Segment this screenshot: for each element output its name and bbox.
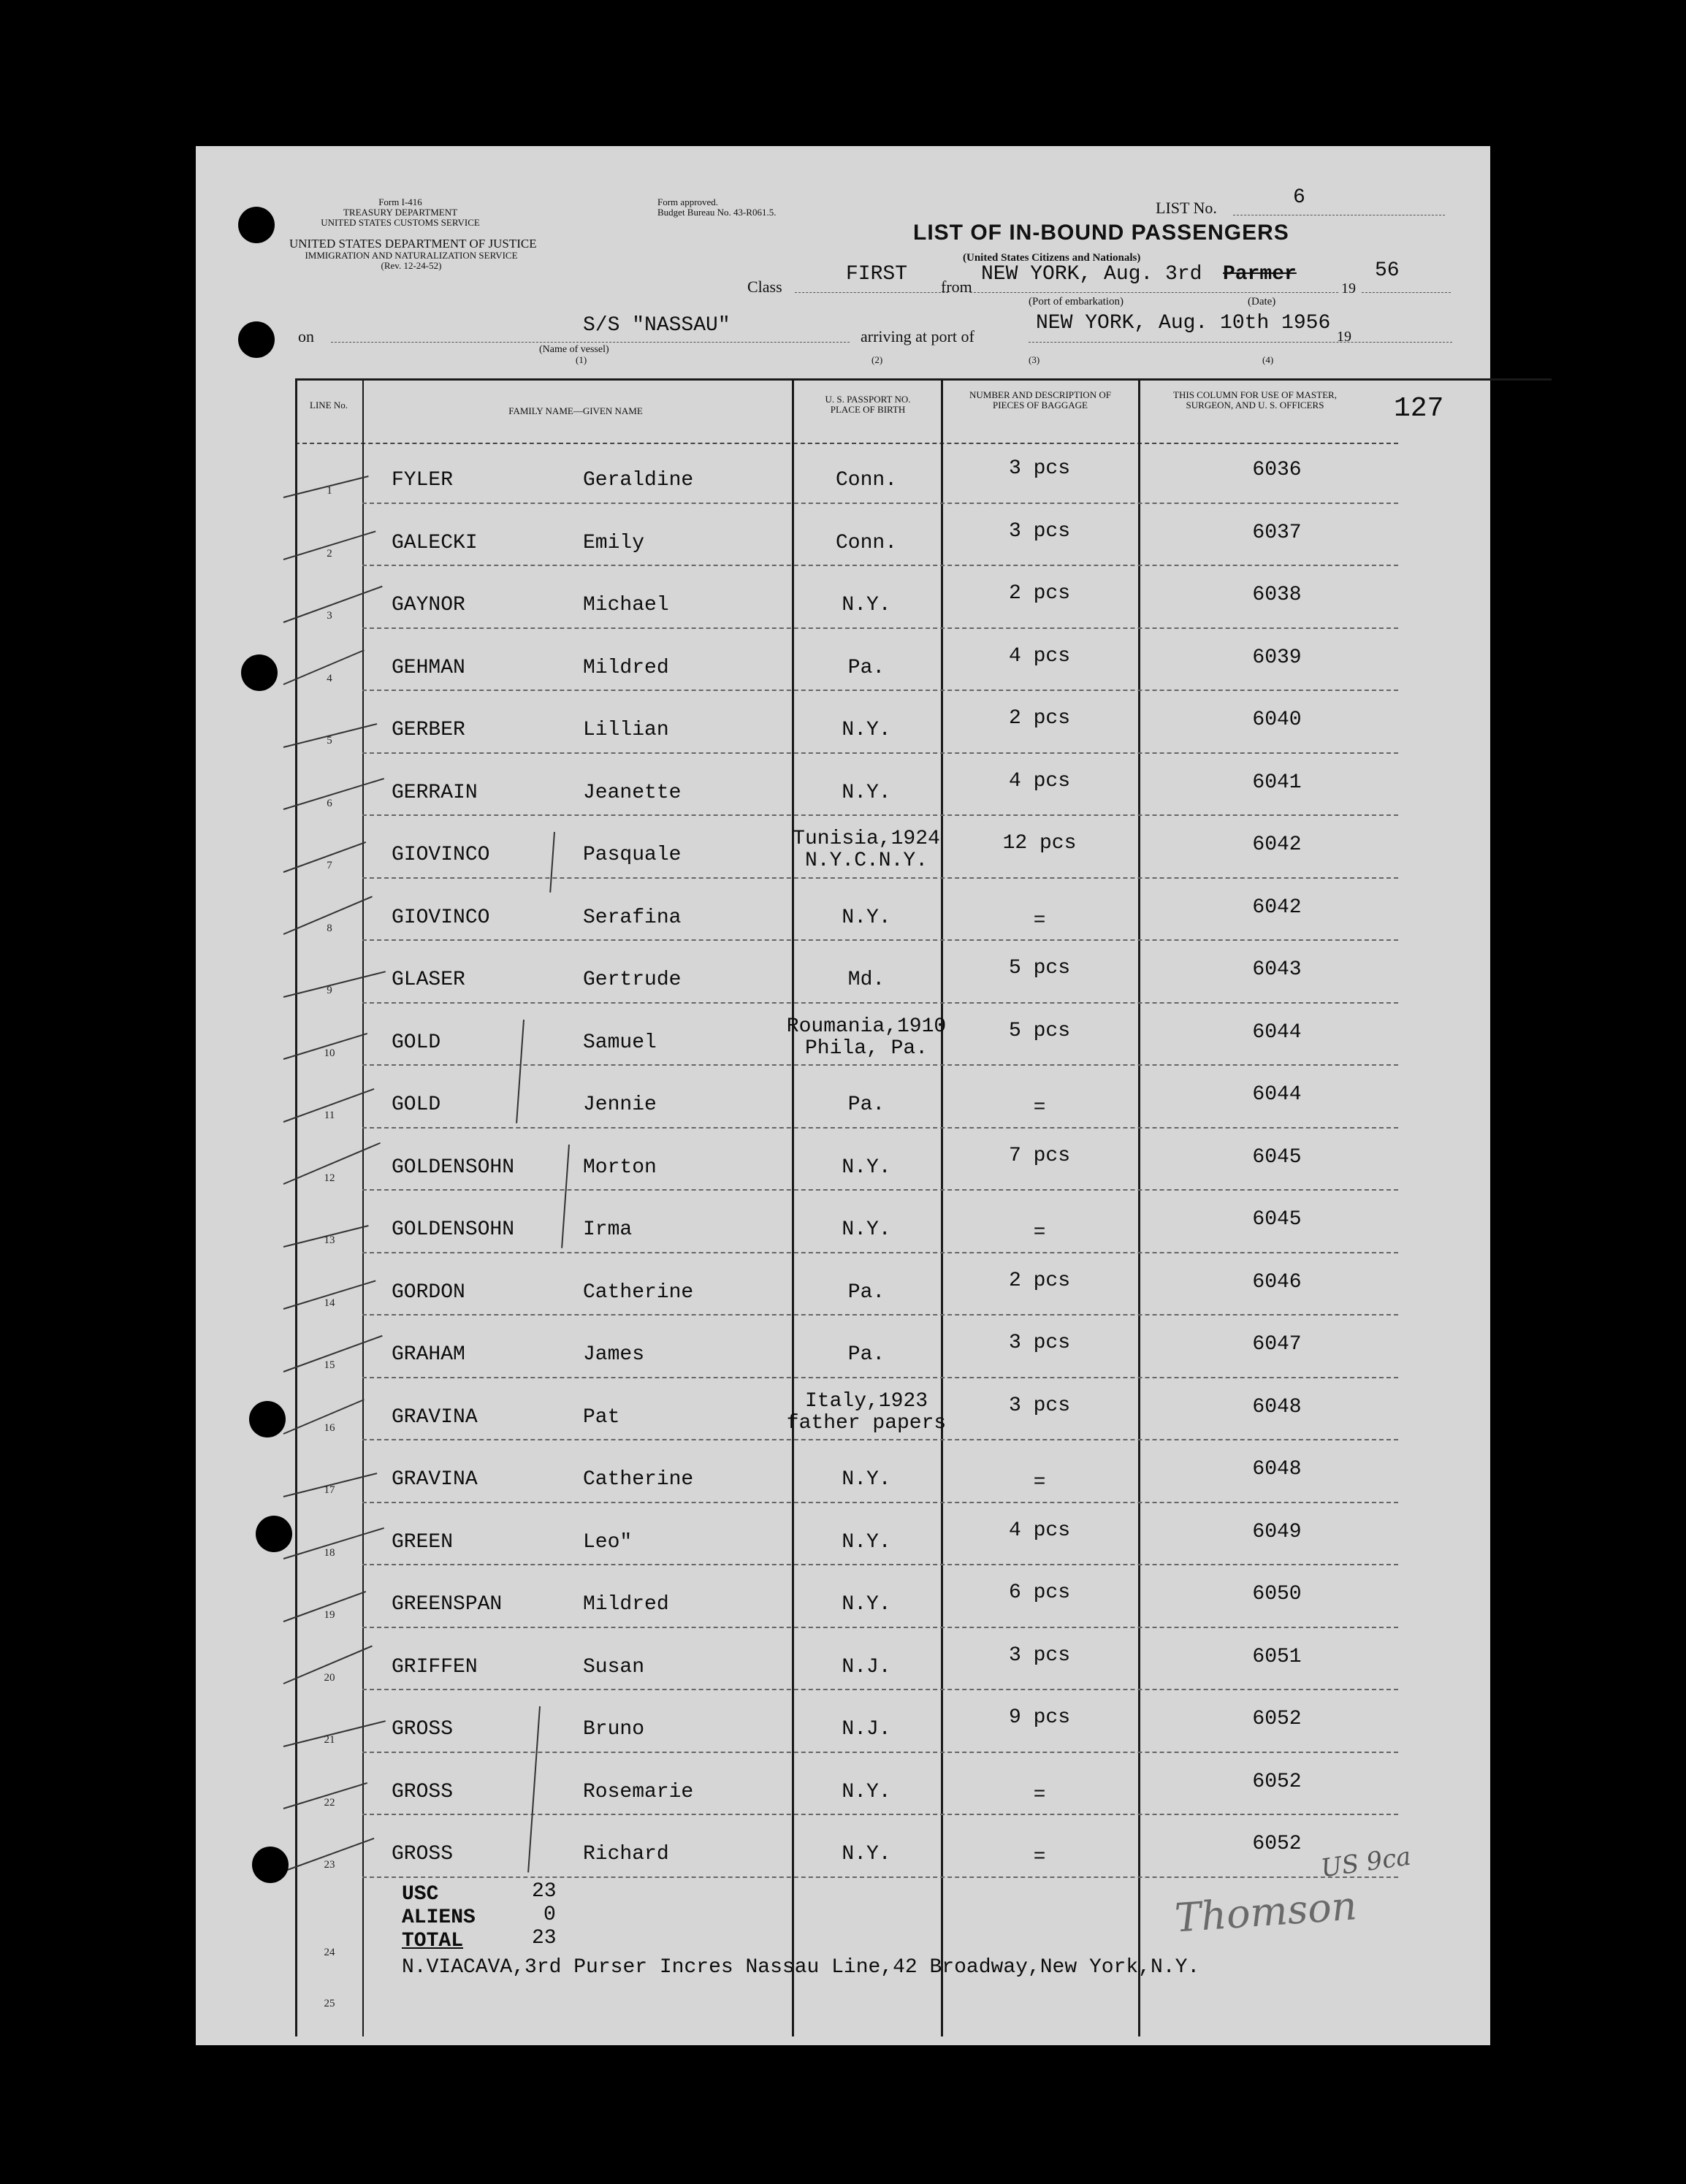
place-of-birth: Pa. — [847, 1280, 885, 1304]
place-of-birth: N.Y. — [842, 594, 891, 616]
aliens-label: ALIENS — [402, 1906, 476, 1929]
baggage-count: 5 pcs — [1008, 1019, 1070, 1042]
from-label: from — [941, 278, 972, 296]
row-divider — [362, 1189, 1398, 1191]
family-name: GRIFFEN — [392, 1655, 478, 1679]
place-of-birth: N.Y. — [842, 1468, 891, 1491]
row-divider — [362, 877, 1398, 879]
control-number: 6044 — [1252, 1020, 1302, 1044]
baggage-header: NUMBER AND DESCRIPTION OF PIECES OF BAGGAGE — [969, 389, 1111, 411]
row-divider — [362, 1814, 1398, 1815]
arriving-label: arriving at port of — [861, 327, 974, 345]
family-name: GEHMAN — [392, 656, 465, 679]
row-divider — [362, 1127, 1398, 1129]
control-number: 6043 — [1252, 958, 1302, 981]
given-name: Catherine — [583, 1468, 694, 1491]
line-number: 16 — [324, 1421, 335, 1434]
vessel-name: S/S "NASSAU" — [583, 314, 731, 337]
control-number: 6042 — [1252, 833, 1302, 856]
family-name: GIOVINCO — [392, 844, 490, 866]
family-name: GROSS — [392, 1718, 454, 1741]
baggage-count: 2 pcs — [1008, 707, 1070, 730]
row-divider — [362, 1314, 1398, 1316]
place-of-birth-line2: N.Y.C.N.Y. — [804, 849, 928, 872]
given-name: Richard — [583, 1843, 669, 1866]
control-number: 6042 — [1252, 896, 1302, 919]
baggage-count: 2 pcs — [1008, 1269, 1070, 1292]
place-of-birth: N.Y. — [842, 906, 891, 929]
place-of-birth: N.Y. — [842, 1218, 891, 1241]
baggage-count: 3 pcs — [1008, 1394, 1070, 1417]
given-name: Susan — [583, 1655, 645, 1679]
family-name: GRAVINA — [392, 1468, 478, 1491]
class-label: Class — [747, 278, 782, 296]
on-label: on — [298, 327, 314, 345]
place-of-birth: N.Y. — [842, 1593, 891, 1616]
line-number: 5 — [327, 735, 332, 747]
given-name: Lillian — [583, 719, 669, 741]
family-name: GIOVINCO — [392, 906, 490, 929]
binder-hole — [238, 207, 275, 243]
line-number: 8 — [327, 922, 332, 934]
baggage-count: 3 pcs — [1008, 457, 1070, 480]
place-of-birth: N.Y. — [842, 781, 891, 804]
usc-value: 23 — [532, 1880, 557, 1903]
given-name: Pasquale — [583, 844, 682, 866]
given-name: Samuel — [583, 1031, 657, 1054]
line-number: 7 — [327, 860, 332, 871]
name-header: FAMILY NAME—GIVEN NAME — [508, 405, 643, 416]
total-label: TOTAL — [402, 1930, 464, 1952]
line-number: 9 — [327, 985, 332, 996]
port-embark-caption: (Port of embarkation) — [1029, 296, 1124, 308]
passport-col-num: (2) — [871, 354, 883, 365]
place-of-birth: N.J. — [842, 1655, 891, 1679]
given-name: Emily — [583, 531, 645, 554]
line-number: 14 — [324, 1297, 335, 1309]
place-of-birth: Tunisia,1924 — [793, 828, 940, 850]
row-divider — [362, 752, 1398, 754]
row-divider — [362, 565, 1398, 566]
customs-service: UNITED STATES CUSTOMS SERVICE — [321, 217, 480, 228]
baggage-count: = — [1033, 1846, 1046, 1868]
baggage-count: 4 pcs — [1008, 769, 1070, 793]
row-divider — [362, 1876, 1398, 1878]
place-of-birth: N.J. — [842, 1718, 891, 1741]
place-of-birth: N.Y. — [842, 1156, 891, 1179]
place-of-birth: N.Y. — [842, 1530, 891, 1554]
given-name: Gertrude — [583, 969, 682, 991]
family-name: GLASER — [392, 969, 465, 991]
budget-bureau: Budget Bureau No. 43-R061.5. — [657, 207, 777, 218]
given-name: Bruno — [583, 1718, 645, 1741]
baggage-count: 3 pcs — [1008, 1643, 1070, 1667]
line-number: 18 — [324, 1546, 335, 1559]
place-of-birth: N.Y. — [842, 1780, 891, 1803]
control-number: 6045 — [1252, 1208, 1302, 1231]
inspector-signature: Thomson — [1173, 1882, 1359, 1941]
place-of-birth-line2: father papers — [786, 1411, 947, 1435]
family-name: GAYNOR — [392, 594, 465, 616]
form-number: Form I-416 — [378, 196, 422, 207]
justice-department: UNITED STATES DEPARTMENT OF JUSTICE — [289, 237, 537, 251]
baggage-count: 4 pcs — [1008, 1519, 1070, 1542]
family-name: GREEN — [392, 1530, 454, 1554]
family-name: GOLD — [392, 1031, 441, 1054]
control-number: 6036 — [1252, 459, 1302, 481]
control-number: 6045 — [1252, 1145, 1302, 1169]
arrival-port-date: NEW YORK, Aug. 10th 1956 — [1036, 312, 1331, 335]
line-number: 22 — [324, 1796, 335, 1809]
vessel-caption: (Name of vessel) — [539, 344, 609, 355]
family-name: GERRAIN — [392, 781, 478, 804]
row-divider — [362, 939, 1398, 941]
line-number: 3 — [327, 610, 332, 622]
ins-service: IMMIGRATION AND NATURALIZATION SERVICE — [305, 250, 518, 261]
row-divider — [362, 1439, 1398, 1440]
row-divider — [362, 1252, 1398, 1253]
control-number: 6052 — [1252, 1708, 1302, 1730]
row-divider — [362, 1002, 1398, 1004]
binder-hole — [249, 1401, 286, 1437]
baggage-count: = — [1033, 1783, 1046, 1806]
family-bracket-mark — [561, 1144, 570, 1248]
control-number: 6046 — [1252, 1270, 1302, 1294]
line-number: 21 — [324, 1734, 335, 1746]
family-bracket-mark — [516, 1019, 525, 1123]
line-number: 2 — [327, 547, 332, 560]
baggage-count: = — [1033, 1096, 1046, 1119]
baggage-count: 3 pcs — [1008, 1332, 1070, 1354]
family-name: GRAVINA — [392, 1405, 478, 1429]
line-number: 11 — [324, 1110, 335, 1121]
list-no-value: 6 — [1293, 186, 1305, 209]
family-name: GALECKI — [392, 531, 478, 554]
row-divider — [362, 1564, 1398, 1565]
place-of-birth: Pa. — [847, 1093, 885, 1116]
family-name: GROSS — [392, 1843, 454, 1866]
baggage-count: 7 pcs — [1008, 1144, 1070, 1167]
place-of-birth: Roumania,1910 — [786, 1015, 947, 1038]
baggage-count: = — [1033, 909, 1046, 932]
baggage-count: 9 pcs — [1008, 1706, 1070, 1729]
given-name: Michael — [583, 594, 669, 616]
family-name: GOLDENSOHN — [392, 1218, 515, 1241]
year-value: 56 — [1375, 259, 1400, 282]
treasury-department: TREASURY DEPARTMENT — [343, 207, 458, 218]
line-number: 15 — [324, 1359, 335, 1371]
manifest-subtitle: (United States Citizens and Nationals) — [963, 252, 1141, 264]
page-number: 127 — [1394, 393, 1444, 424]
form-approved: Form approved. — [657, 196, 719, 207]
control-number: 6048 — [1252, 1395, 1302, 1419]
given-name: Serafina — [583, 906, 682, 929]
control-number: 6052 — [1252, 1833, 1302, 1855]
control-number: 6048 — [1252, 1458, 1302, 1481]
row-divider — [362, 503, 1398, 504]
family-name: FYLER — [392, 469, 454, 492]
given-name: Morton — [583, 1156, 657, 1179]
row-divider — [362, 1064, 1398, 1066]
row-divider — [362, 1689, 1398, 1690]
baggage-count: 5 pcs — [1008, 957, 1070, 980]
place-of-birth: N.Y. — [842, 1843, 891, 1866]
given-name: Jennie — [583, 1093, 657, 1116]
manifest-title: LIST OF IN-BOUND PASSENGERS — [913, 221, 1289, 245]
passport-header: U. S. PASSPORT NO. PLACE OF BIRTH — [825, 394, 911, 415]
place-of-birth: Conn. — [835, 531, 897, 554]
given-name: Mildred — [583, 1593, 669, 1616]
line-number: 6 — [327, 797, 332, 809]
family-bracket-mark — [549, 832, 555, 893]
usc-label: USC — [402, 1883, 439, 1906]
line-no-header: LINE No. — [310, 400, 348, 411]
row-divider — [362, 1377, 1398, 1378]
family-bracket-mark — [527, 1706, 541, 1873]
line-number-25: 25 — [324, 1998, 335, 2009]
family-name: GROSS — [392, 1780, 454, 1803]
given-name: Jeanette — [583, 781, 682, 804]
place-of-birth: Pa. — [847, 656, 885, 679]
struck-word: Parmer — [1223, 263, 1297, 286]
line-number-24: 24 — [324, 1947, 335, 1958]
row-divider — [362, 1502, 1398, 1503]
given-name: Catherine — [583, 1280, 694, 1304]
line-number: 10 — [324, 1047, 335, 1059]
family-name: GOLDENSOHN — [392, 1156, 515, 1179]
baggage-count: 2 pcs — [1008, 582, 1070, 605]
place-of-birth: Italy,1923 — [804, 1389, 928, 1413]
binder-hole — [241, 654, 278, 691]
row-divider — [362, 690, 1398, 691]
place-of-birth: Pa. — [847, 1343, 885, 1366]
control-number: 6040 — [1252, 709, 1302, 731]
place-of-birth: Md. — [847, 969, 885, 991]
baggage-count: 12 pcs — [1002, 832, 1077, 855]
place-of-birth-line2: Phila, Pa. — [804, 1036, 928, 1060]
line-number: 13 — [324, 1234, 335, 1246]
line-number: 1 — [327, 485, 332, 497]
control-number: 6050 — [1252, 1583, 1302, 1605]
manifest-page — [196, 146, 1490, 2045]
officers-header: THIS COLUMN FOR USE OF MASTER, SURGEON, AND U. S. OFFICERS — [1173, 389, 1337, 411]
control-number: 6039 — [1252, 646, 1302, 669]
control-number: 6049 — [1252, 1520, 1302, 1543]
baggage-count: 3 pcs — [1008, 519, 1070, 543]
baggage-count: = — [1033, 1471, 1046, 1494]
family-name: GERBER — [392, 719, 465, 741]
given-name: Mildred — [583, 656, 669, 679]
year-prefix: 19 — [1341, 280, 1356, 297]
family-name: GOLD — [392, 1093, 441, 1116]
row-divider — [362, 1627, 1398, 1628]
line-number: 4 — [327, 672, 332, 684]
handwritten-note: US 9ca — [1319, 1841, 1413, 1884]
baggage-count: = — [1033, 1221, 1046, 1244]
given-name: Leo" — [583, 1530, 633, 1554]
family-name: GRAHAM — [392, 1343, 465, 1366]
control-number: 6037 — [1252, 521, 1302, 544]
control-number: 6051 — [1252, 1645, 1302, 1668]
date-caption: (Date) — [1248, 296, 1276, 308]
aliens-value: 0 — [543, 1904, 556, 1926]
baggage-count: 4 pcs — [1008, 644, 1070, 668]
given-name: Geraldine — [583, 469, 694, 492]
line-number: 17 — [324, 1484, 335, 1496]
line-number: 12 — [324, 1172, 335, 1184]
line-number: 19 — [324, 1609, 335, 1621]
place-of-birth: Conn. — [835, 469, 897, 492]
control-number: 6038 — [1252, 584, 1302, 606]
given-name: James — [583, 1343, 645, 1366]
control-number: 6044 — [1252, 1083, 1302, 1106]
given-name: Rosemarie — [583, 1780, 694, 1803]
place-of-birth: N.Y. — [842, 719, 891, 741]
control-number: 6047 — [1252, 1333, 1302, 1356]
family-name: GREENSPAN — [392, 1593, 503, 1616]
control-number: 6041 — [1252, 771, 1302, 794]
list-no-label: LIST No. — [1156, 199, 1217, 217]
line-number: 20 — [324, 1671, 335, 1684]
officers-col-num: (4) — [1262, 354, 1274, 365]
binder-hole — [252, 1847, 289, 1883]
purser-line: N.VIACAVA,3rd Purser Incres Nassau Line,42 Broadway,New York,N.Y. — [402, 1956, 1200, 1979]
port-of-embarkation: NEW YORK, Aug. 3rd — [981, 263, 1202, 286]
vessel-col-num: (1) — [576, 354, 587, 365]
baggage-count: 6 pcs — [1008, 1581, 1070, 1604]
binder-hole — [238, 321, 275, 358]
row-divider — [362, 627, 1398, 629]
control-number: 6052 — [1252, 1770, 1302, 1793]
row-divider — [362, 814, 1398, 816]
family-name: GORDON — [392, 1280, 465, 1304]
given-name: Irma — [583, 1218, 633, 1241]
row-divider — [362, 1752, 1398, 1753]
line-number: 23 — [324, 1859, 335, 1871]
class-value: FIRST — [846, 263, 908, 286]
baggage-col-num: (3) — [1029, 354, 1040, 365]
total-value: 23 — [532, 1927, 557, 1950]
given-name: Pat — [583, 1405, 620, 1429]
arrival-year-prefix: 19 — [1337, 329, 1351, 345]
form-revision: (Rev. 12-24-52) — [381, 260, 442, 271]
binder-hole — [256, 1516, 292, 1552]
